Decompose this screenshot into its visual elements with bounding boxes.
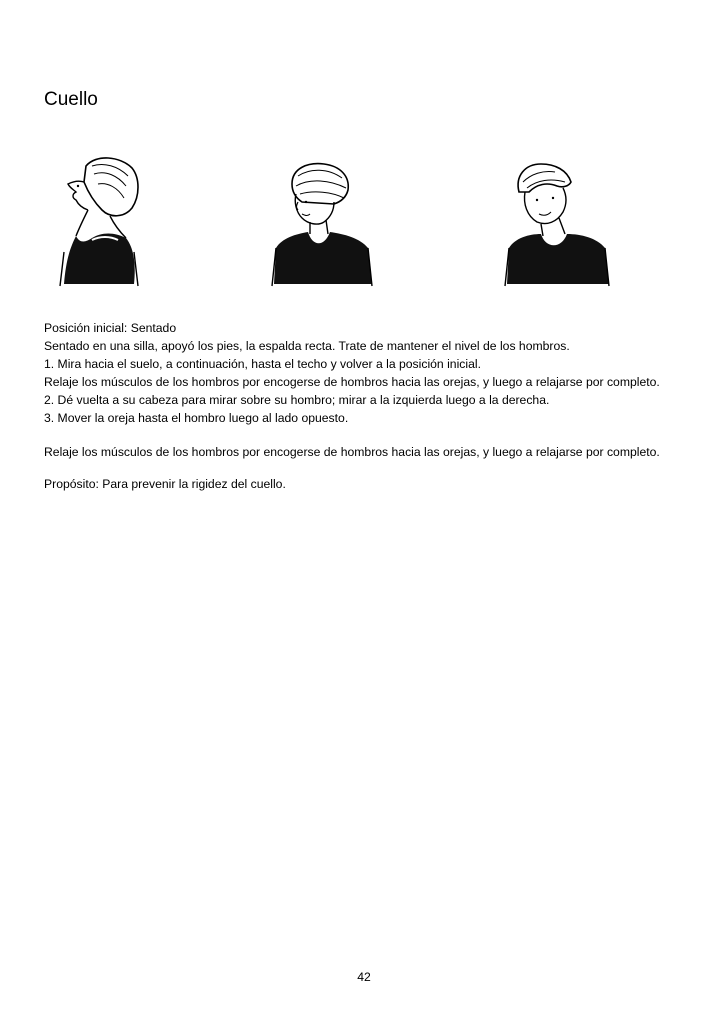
purpose-text: Propósito: Para prevenir la rigidez del cuello. [44,477,286,491]
instruction-line: Relaje los músculos de los hombros por encogerse de hombros hacia las orejas, y luego a relajarse por completo. [44,375,660,389]
head-tilted-to-shoulder-icon [497,152,627,292]
head-tilted-to-shoulder-illustration [497,152,627,292]
head-turned-side-icon [262,152,392,292]
head-tilted-back-illustration [48,152,178,292]
head-tilted-back-icon [48,152,178,292]
instruction-line: Sentado en una silla, apoyó los pies, la espalda recta. Trate de mantener el nivel de los hombros. [44,339,570,353]
instruction-line: 3. Mover la oreja hasta el hombro luego al lado opuesto. [44,411,349,425]
instruction-line: Posición inicial: Sentado [44,321,177,335]
page-title: Cuello [44,89,98,110]
page-number: 42 [357,970,371,984]
instruction-line: 1. Mira hacia el suelo, a continuación, hasta el techo y volver a la posición inicial. [44,357,481,371]
relax-note: Relaje los músculos de los hombros por encogerse de hombros hacia las orejas, y luego a relajarse por completo. [44,445,660,459]
instructions-block [44,319,684,427]
instruction-line: 2. Dé vuelta a su cabeza para mirar sobre su hombro; mirar a la izquierda luego a la derecha. [44,393,550,407]
head-turned-side-illustration [262,152,392,292]
